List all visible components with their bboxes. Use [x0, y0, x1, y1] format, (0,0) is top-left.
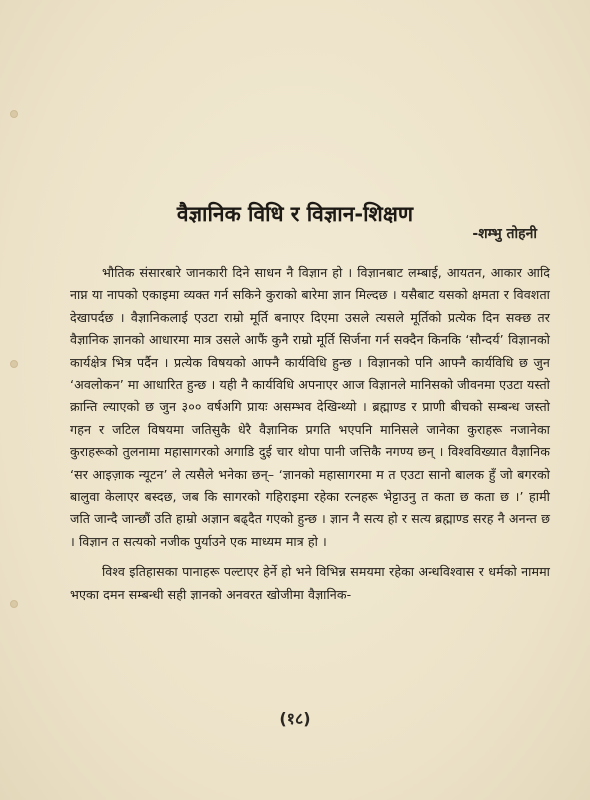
binding-hole — [10, 600, 18, 608]
paragraph: विश्व इतिहासका पानाहरू पल्टाएर हेर्ने हो भने विभिन्न समयमा रहेका अन्धविश्वास र धर्मको नाममा भएका दमन सम्बन्धी सही ज्ञानको अनवरत खोजीमा वैज्ञानिक- — [70, 564, 550, 602]
binding-hole — [10, 110, 18, 118]
page-number: (१८) — [279, 709, 311, 728]
paragraph: भौतिक संसारबारे जानकारी दिने साधन नै विज्ञान हो । विज्ञानबाट लम्बाई, आयतन, आकार आदि नाप्न या नापको एकाइमा व्यक्त गर्न सकिने कुराको बारेमा ज्ञान मिल्दछ । यसैबाट यसको क्षमता र विवशता देखापर्दछ । वैज्ञानिकलाई एउटा राम्रो मूर्ति बनाएर दिएमा उसले त्यसले मूर्तिको प्रत्येक दिन सक्छ तर वैज्ञानिक ज्ञानको आधारमा मात्र उसले आफैं कुनै राम्रो मूर्ति सिर्जना गर्न सक्दैन किनकि ‘सौन्दर्य’ विज्ञानको कार्यक्षेत्र भित्र पर्दैन । प्रत्येक विषयको आफ्नै कार्यविधि हुन्छ । विज्ञानको पनि आफ्नै कार्यविधि छ जुन ‘अवलोकन’ मा आधारित हुन्छ । यही नै कार्यविधि अपनाएर आज विज्ञानले मानिसको जीवनमा एउटा यस्तो क्रान्ति ल्याएको छ जुन ३०० वर्षअगि प्रायः असम्भव देखिन्थ्यो । ब्रह्माण्ड र प्राणी बीचको सम्बन्ध जस्तो गहन र जटिल विषयमा जतिसुकै धेरै वैज्ञानिक प्रगति भएपनि मानिसले जानेका कुराहरू नजानेका कुराहरूको तुलनामा महासागरको अगाडि दुई चार थोपा पानी जत्तिकै नगण्य छन् । विश्वविख्यात वैज्ञानिक ‘सर आइज़ाक न्यूटन’ ले त्यसैले भनेका छन्– ‘ज्ञानको महासागरमा म त एउटा सानो बालक हुँ जो बगरको बालुवा केलाएर बस्दछ, जब कि सागरको गहिराइमा रहेका रत्नहरू भेट्टाउनु त कता छ कता छ ।’ हामी जति जान्दै जान्छौं उति हाम्रो अज्ञान बढ्दैत गएको हुन्छ । ज्ञान नै सत्य हो र सत्य ब्रह्माण्ड सरह नै अनन्त छ । विज्ञान त सत्यको नजीक पुर्याउने एक माध्यम मात्र हो । — [70, 265, 550, 549]
article-title: वैज्ञानिक विधि र विज्ञान-शिक्षण — [176, 202, 414, 227]
article-body — [70, 262, 550, 606]
article-author: -शम्भु तोहनी — [472, 226, 537, 242]
binding-hole — [10, 360, 18, 368]
